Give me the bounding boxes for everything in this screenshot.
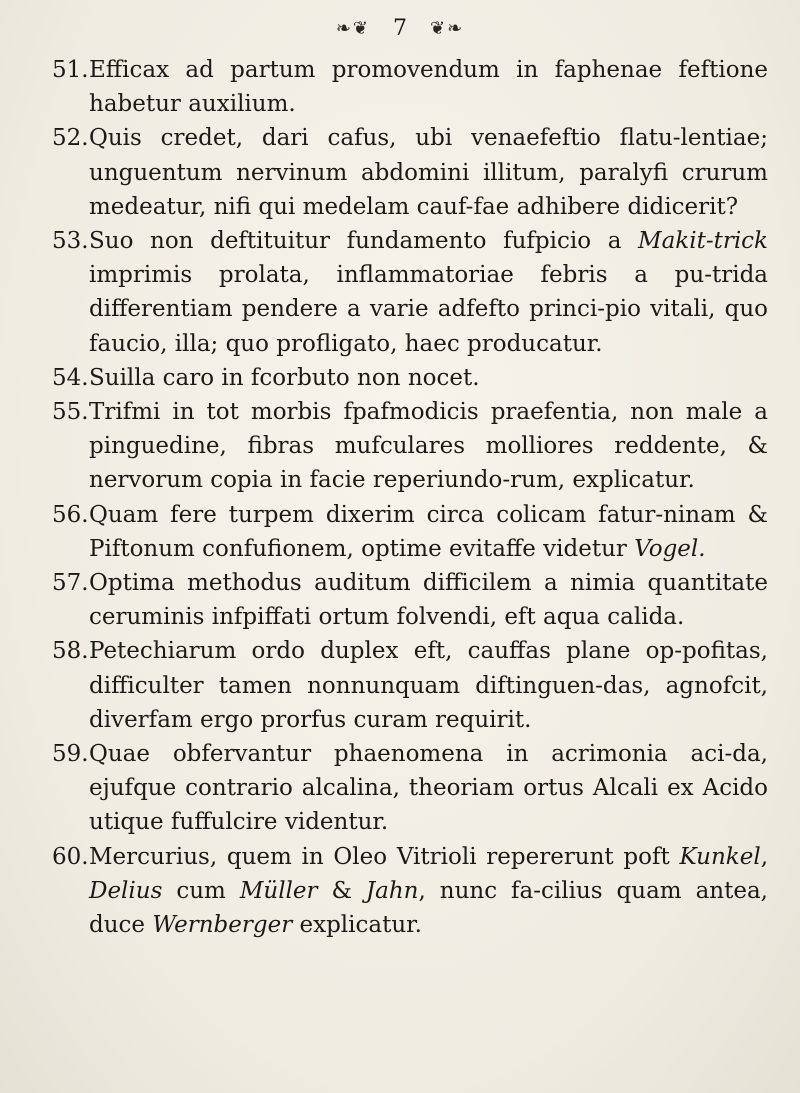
- ornament-left-icon: ❧❦: [335, 18, 370, 39]
- thesis-number: 59.: [52, 741, 89, 768]
- thesis-text: Optima methodus auditum difficilem a nimia quantitate ceruminis infpiffati ortum folvendi, eft aqua calida.: [89, 570, 768, 631]
- thesis-text: Petechiarum ordo duplex eft, cauffas plane op-pofitas, difficulter tamen nonnunquam diftinguen-das, agnofcit, diverfam ergo prorfus curam requirit.: [89, 638, 768, 733]
- author-name: Vogel.: [634, 535, 706, 562]
- thesis-text: Quis credet, dari cafus, ubi venaefeftio flatu-lentiae; unguentum nervinum abdomini illitum, paralyfi crurum medeatur, nifi qui medelam cauf-fae adhibere didicerit?: [89, 125, 768, 220]
- thesis-number: 58.: [52, 638, 89, 665]
- thesis-number: 54.: [52, 364, 89, 391]
- thesis-text: Trifmi in tot morbis fpafmodicis praefentia, non male a pinguedine, fibras mufculares molliores reddente, & nervorum copia in facie reperiundo-rum, explicatur.: [89, 399, 768, 494]
- thesis-number: 51.: [52, 57, 89, 83]
- author-name: Müller: [239, 877, 318, 904]
- thesis-text: Quam fere turpem dixerim circa colicam fatur-ninam & Piftonum confufionem, optime evitaffe videtur: [89, 501, 768, 562]
- thesis-list: [52, 53, 768, 942]
- thesis-text: Efficax ad partum promovendum in faphenae feftione habetur auxilium.: [89, 57, 768, 118]
- author-name: Jahn: [365, 877, 419, 904]
- ornament-right-icon: ❦❧: [430, 18, 465, 39]
- author-name: Delius: [89, 877, 163, 904]
- thesis-number: 60.: [52, 843, 89, 870]
- page-header: [0, 14, 800, 44]
- page-number: 7: [393, 16, 407, 41]
- thesis-text: , nunc fa-cilius quam antea, duce: [89, 877, 768, 939]
- thesis-text: Mercurius, quem in Oleo Vitrioli repererunt poft: [89, 843, 680, 870]
- thesis-54: [52, 361, 768, 395]
- author-name: Wernberger: [152, 912, 293, 939]
- thesis-51: [52, 53, 768, 121]
- thesis-55: [52, 395, 768, 498]
- thesis-text: explicatur.: [292, 912, 422, 939]
- thesis-number: 55.: [52, 399, 89, 426]
- thesis-number: 53.: [52, 228, 89, 255]
- thesis-text: imprimis prolata, inflammatoriae febris a pu-trida differentiam pendere a varie adfefto princi-pio vitali, quo faucio, illa; quo profligato, haec producatur.: [89, 262, 768, 357]
- author-name: Makit-trick: [638, 228, 768, 255]
- thesis-56: [52, 498, 768, 566]
- thesis-text: &: [317, 877, 366, 904]
- thesis-text: Suilla caro in fcorbuto non nocet.: [89, 364, 480, 391]
- author-name: Kunkel: [679, 843, 761, 870]
- thesis-60: [52, 840, 768, 943]
- thesis-text: Quae obfervantur phaenomena in acrimonia aci-da, ejufque contrario alcalina, theoriam ortus Alcali ex Acido utique fuffulcire videntur.: [89, 741, 768, 836]
- thesis-number: 52.: [52, 125, 89, 152]
- thesis-57: [52, 566, 768, 634]
- thesis-text: cum: [162, 877, 240, 904]
- thesis-number: 57.: [52, 570, 89, 597]
- thesis-53: [52, 224, 768, 361]
- thesis-52: [52, 121, 768, 224]
- thesis-number: 56.: [52, 501, 89, 528]
- thesis-59: [52, 737, 768, 840]
- thesis-58: [52, 634, 768, 737]
- thesis-text: Suo non deftituitur fundamento fufpicio a: [89, 228, 639, 255]
- thesis-text: ,: [760, 843, 768, 870]
